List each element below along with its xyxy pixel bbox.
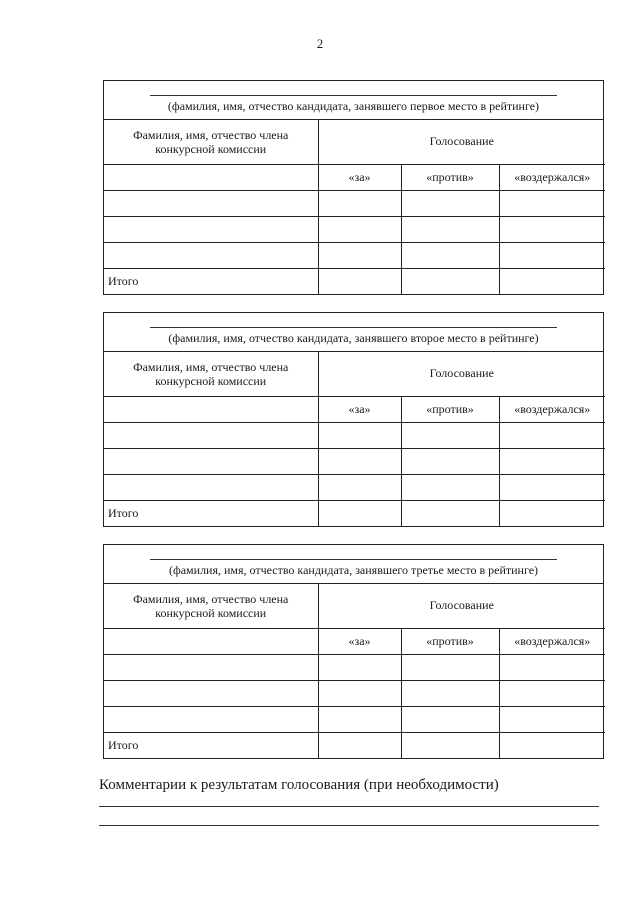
total-cell[interactable] bbox=[401, 732, 499, 758]
table-row bbox=[104, 654, 605, 680]
total-row bbox=[104, 500, 605, 526]
vote-cell[interactable] bbox=[401, 680, 499, 706]
total-cell[interactable] bbox=[499, 500, 605, 526]
member-cell[interactable] bbox=[104, 242, 318, 268]
vote-cell[interactable] bbox=[499, 680, 605, 706]
member-cell[interactable] bbox=[104, 680, 318, 706]
option-for: «за» bbox=[318, 396, 401, 422]
member-cell[interactable] bbox=[104, 422, 318, 448]
vote-cell[interactable] bbox=[499, 654, 605, 680]
total-row bbox=[104, 268, 605, 294]
vote-cell[interactable] bbox=[401, 654, 499, 680]
total-cell[interactable] bbox=[318, 500, 401, 526]
vote-cell[interactable] bbox=[401, 216, 499, 242]
member-cell[interactable] bbox=[104, 448, 318, 474]
candidate-row bbox=[104, 313, 603, 352]
vote-cell[interactable] bbox=[318, 680, 401, 706]
total-label: Итого bbox=[104, 732, 318, 758]
vote-cell[interactable] bbox=[499, 422, 605, 448]
vote-cell[interactable] bbox=[499, 706, 605, 732]
total-cell[interactable] bbox=[318, 732, 401, 758]
vote-cell[interactable] bbox=[318, 216, 401, 242]
option-against: «против» bbox=[401, 164, 499, 190]
option-abstained: «воздержался» bbox=[499, 628, 605, 654]
table-row bbox=[104, 680, 605, 706]
table-row bbox=[104, 242, 605, 268]
option-for: «за» bbox=[318, 164, 401, 190]
vote-cell[interactable] bbox=[401, 448, 499, 474]
vote-table bbox=[104, 120, 605, 294]
vote-cell[interactable] bbox=[318, 422, 401, 448]
vote-cell[interactable] bbox=[499, 474, 605, 500]
member-header: Фамилия, имя, отчество члена конкурсной комиссии bbox=[104, 120, 318, 164]
vote-table bbox=[104, 352, 605, 526]
member-cell[interactable] bbox=[104, 706, 318, 732]
candidate-caption: (фамилия, имя, отчество кандидата, занявшего первое место в рейтинге) bbox=[167, 99, 540, 113]
comment-line[interactable] bbox=[99, 825, 599, 826]
vote-cell[interactable] bbox=[499, 448, 605, 474]
vote-cell[interactable] bbox=[499, 190, 605, 216]
member-cell[interactable] bbox=[104, 628, 318, 654]
member-cell[interactable] bbox=[104, 190, 318, 216]
vote-cell[interactable] bbox=[318, 474, 401, 500]
candidate-row bbox=[104, 81, 603, 120]
vote-cell[interactable] bbox=[401, 706, 499, 732]
vote-cell[interactable] bbox=[318, 654, 401, 680]
vote-cell[interactable] bbox=[401, 242, 499, 268]
vote-cell[interactable] bbox=[499, 216, 605, 242]
option-for: «за» bbox=[318, 628, 401, 654]
option-abstained: «воздержался» bbox=[499, 164, 605, 190]
vote-block-1 bbox=[103, 80, 604, 295]
candidate-name-line[interactable] bbox=[150, 95, 557, 96]
vote-cell[interactable] bbox=[318, 190, 401, 216]
vote-header: Голосование bbox=[318, 584, 605, 628]
page-number: 2 bbox=[316, 36, 324, 51]
vote-block-3 bbox=[103, 544, 604, 759]
vote-cell[interactable] bbox=[401, 190, 499, 216]
candidate-caption: (фамилия, имя, отчество кандидата, занявшего третье место в рейтинге) bbox=[168, 563, 539, 577]
member-cell[interactable] bbox=[104, 216, 318, 242]
member-header: Фамилия, имя, отчество члена конкурсной комиссии bbox=[104, 584, 318, 628]
total-cell[interactable] bbox=[499, 732, 605, 758]
vote-cell[interactable] bbox=[499, 242, 605, 268]
option-against: «против» bbox=[401, 396, 499, 422]
candidate-row bbox=[104, 545, 603, 584]
candidate-caption: (фамилия, имя, отчество кандидата, занявшего второе место в рейтинге) bbox=[168, 331, 539, 345]
member-header: Фамилия, имя, отчество члена конкурсной комиссии bbox=[104, 352, 318, 396]
vote-cell[interactable] bbox=[318, 242, 401, 268]
table-row bbox=[104, 190, 605, 216]
member-cell[interactable] bbox=[104, 654, 318, 680]
total-row bbox=[104, 732, 605, 758]
vote-cell[interactable] bbox=[401, 422, 499, 448]
table-row bbox=[104, 474, 605, 500]
comments-title: Комментарии к результатам голосования (при необходимости) bbox=[99, 777, 499, 793]
member-cell[interactable] bbox=[104, 474, 318, 500]
table-row bbox=[104, 422, 605, 448]
total-label: Итого bbox=[104, 268, 318, 294]
candidate-name-line[interactable] bbox=[150, 327, 557, 328]
vote-cell[interactable] bbox=[401, 474, 499, 500]
total-cell[interactable] bbox=[401, 268, 499, 294]
vote-table bbox=[104, 584, 605, 758]
vote-cell[interactable] bbox=[318, 448, 401, 474]
member-cell[interactable] bbox=[104, 396, 318, 422]
vote-header: Голосование bbox=[318, 120, 605, 164]
vote-block-2 bbox=[103, 312, 604, 527]
comment-line[interactable] bbox=[99, 806, 599, 807]
table-row bbox=[104, 216, 605, 242]
option-abstained: «воздержался» bbox=[499, 396, 605, 422]
table-row bbox=[104, 706, 605, 732]
vote-cell[interactable] bbox=[318, 706, 401, 732]
total-cell[interactable] bbox=[401, 500, 499, 526]
option-against: «против» bbox=[401, 628, 499, 654]
total-label: Итого bbox=[104, 500, 318, 526]
member-cell[interactable] bbox=[104, 164, 318, 190]
candidate-name-line[interactable] bbox=[150, 559, 557, 560]
table-row bbox=[104, 448, 605, 474]
total-cell[interactable] bbox=[499, 268, 605, 294]
vote-header: Голосование bbox=[318, 352, 605, 396]
total-cell[interactable] bbox=[318, 268, 401, 294]
